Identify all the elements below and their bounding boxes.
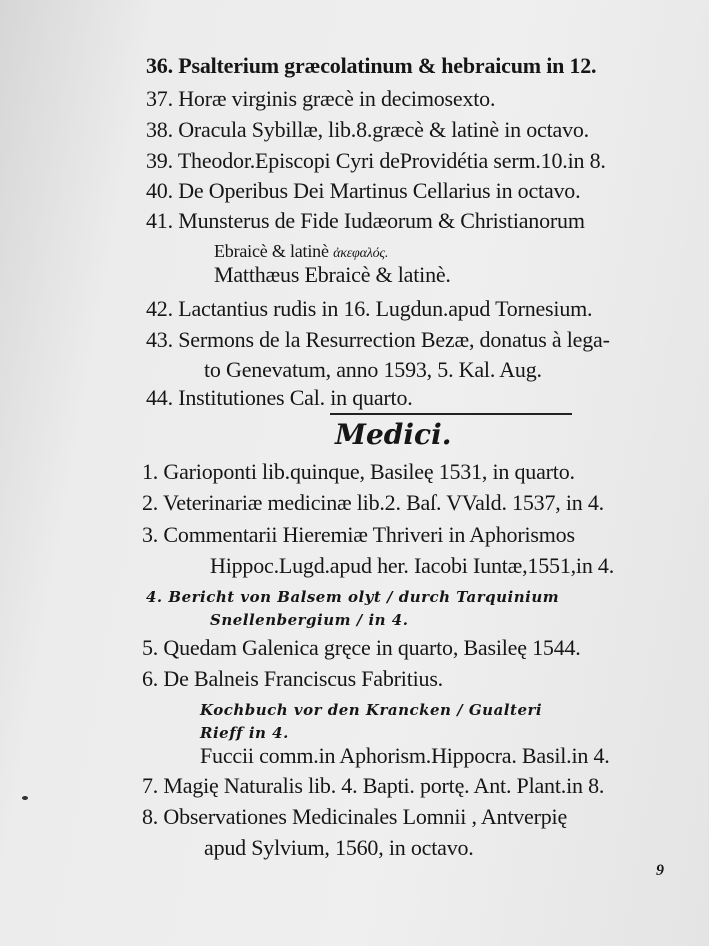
entry-number: 44.: [146, 385, 173, 410]
medici-entry-8-continued: [204, 835, 474, 861]
entry-text: Commentarii Hieremiæ Thriveri in Aphorismos: [163, 522, 575, 547]
entry-39: [146, 148, 606, 174]
entry-text: Quedam Galenica gręce in quarto, Basileę 1544.: [163, 635, 581, 660]
section-divider: [330, 413, 572, 415]
medici-entry-2: [142, 490, 604, 516]
entry-number: 43.: [146, 327, 173, 352]
entry-text: Ebraicè & latinè: [214, 241, 329, 261]
entry-number: 36.: [146, 53, 173, 78]
entry-text: Magię Naturalis lib. 4. Bapti. portę. Ant. Plant.in 8.: [163, 773, 605, 798]
medici-entry-5: [142, 635, 581, 661]
medici-entry-4-continued: [210, 607, 408, 633]
entry-number: 37.: [146, 86, 173, 111]
entry-text: Rieff in 4.: [200, 724, 289, 742]
entry-text: Hippoc.Lugd.apud her. Iacobi Iuntæ,1551,in 4.: [210, 553, 615, 578]
entry-text: Veterinariæ medicinæ lib.2. Baſ. VVald. 1537, in 4.: [163, 490, 604, 515]
entry-40: [146, 178, 580, 204]
entry-43-continued: [204, 357, 542, 383]
medici-entry-8: [142, 804, 567, 830]
entry-text: Horæ virginis græcè in decimosexto.: [178, 86, 496, 111]
entry-number: 41.: [146, 208, 173, 233]
entry-number: 38.: [146, 117, 173, 142]
entry-number: 42.: [146, 296, 173, 321]
entry-text: Snellenbergium / in 4.: [210, 611, 409, 629]
entry-text: Kochbuch vor den Krancken / Gualteri: [200, 701, 543, 719]
ink-speck: [22, 796, 28, 800]
entry-38: [146, 117, 589, 143]
entry-number: 1.: [142, 459, 159, 484]
entry-41-matthaeus: [214, 262, 451, 288]
medici-entry-3: [142, 522, 575, 548]
section-heading: Medici.: [335, 418, 452, 451]
medici-entry-3-continued: [210, 553, 614, 579]
medici-entry-6-fuccii: [200, 743, 610, 769]
medici-entry-6: [142, 666, 443, 692]
entry-number: 6.: [142, 666, 159, 691]
entry-number: 7.: [142, 773, 159, 798]
entry-37: [146, 86, 495, 112]
entry-text: Munsterus de Fide Iudæorum & Christianorum: [178, 208, 585, 233]
entry-43: [146, 327, 610, 353]
entry-number: 39.: [146, 148, 173, 173]
entry-text: Psalterium græcolatinum & hebraicum in 12.: [178, 53, 597, 78]
greek-word: ἀκεφαλός.: [333, 246, 389, 261]
entry-44: [146, 385, 413, 411]
entry-text: Theodor.Episcopi Cyri deProvidétia serm.10.in 8.: [177, 148, 606, 173]
entry-36: [146, 53, 596, 79]
entry-text: apud Sylvium, 1560, in octavo.: [204, 835, 474, 860]
entry-text: Oracula Sybillæ, lib.8.græcè & latinè in octavo.: [178, 117, 589, 142]
entry-number: 40.: [146, 178, 173, 203]
entry-text: Observationes Medicinales Lomnii , Antverpię: [163, 804, 568, 829]
entry-text: Institutiones Cal. in quarto.: [178, 385, 413, 410]
entry-text: Bericht von Balsem olyt / durch Tarquinium: [168, 588, 560, 606]
entry-text: Sermons de la Resurrection Bezæ, donatus à lega-: [178, 327, 610, 352]
page-number: 9: [656, 862, 664, 879]
medici-entry-7: [142, 773, 604, 799]
entry-text: De Operibus Dei Martinus Cellarius in octavo.: [178, 178, 581, 203]
entry-number: 2.: [142, 490, 159, 515]
entry-text: Matthæus Ebraicè & latinè.: [214, 262, 451, 287]
medici-entry-1: [142, 459, 575, 485]
entry-text: Lactantius rudis in 16. Lugdun.apud Tornesium.: [178, 296, 593, 321]
entry-number: 8.: [142, 804, 159, 829]
entry-text: De Balneis Franciscus Fabritius.: [163, 666, 443, 691]
entry-42: [146, 296, 592, 322]
entry-text: to Genevatum, anno 1593, 5. Kal. Aug.: [204, 357, 542, 382]
entry-text: Garioponti lib.quinque, Basileę 1531, in quarto.: [163, 459, 575, 484]
entry-number: 4.: [146, 588, 163, 606]
entry-text: Fuccii comm.in Aphorism.Hippocra. Basil.in 4.: [200, 743, 610, 768]
entry-41: [146, 208, 585, 234]
entry-number: 5.: [142, 635, 159, 660]
entry-number: 3.: [142, 522, 159, 547]
